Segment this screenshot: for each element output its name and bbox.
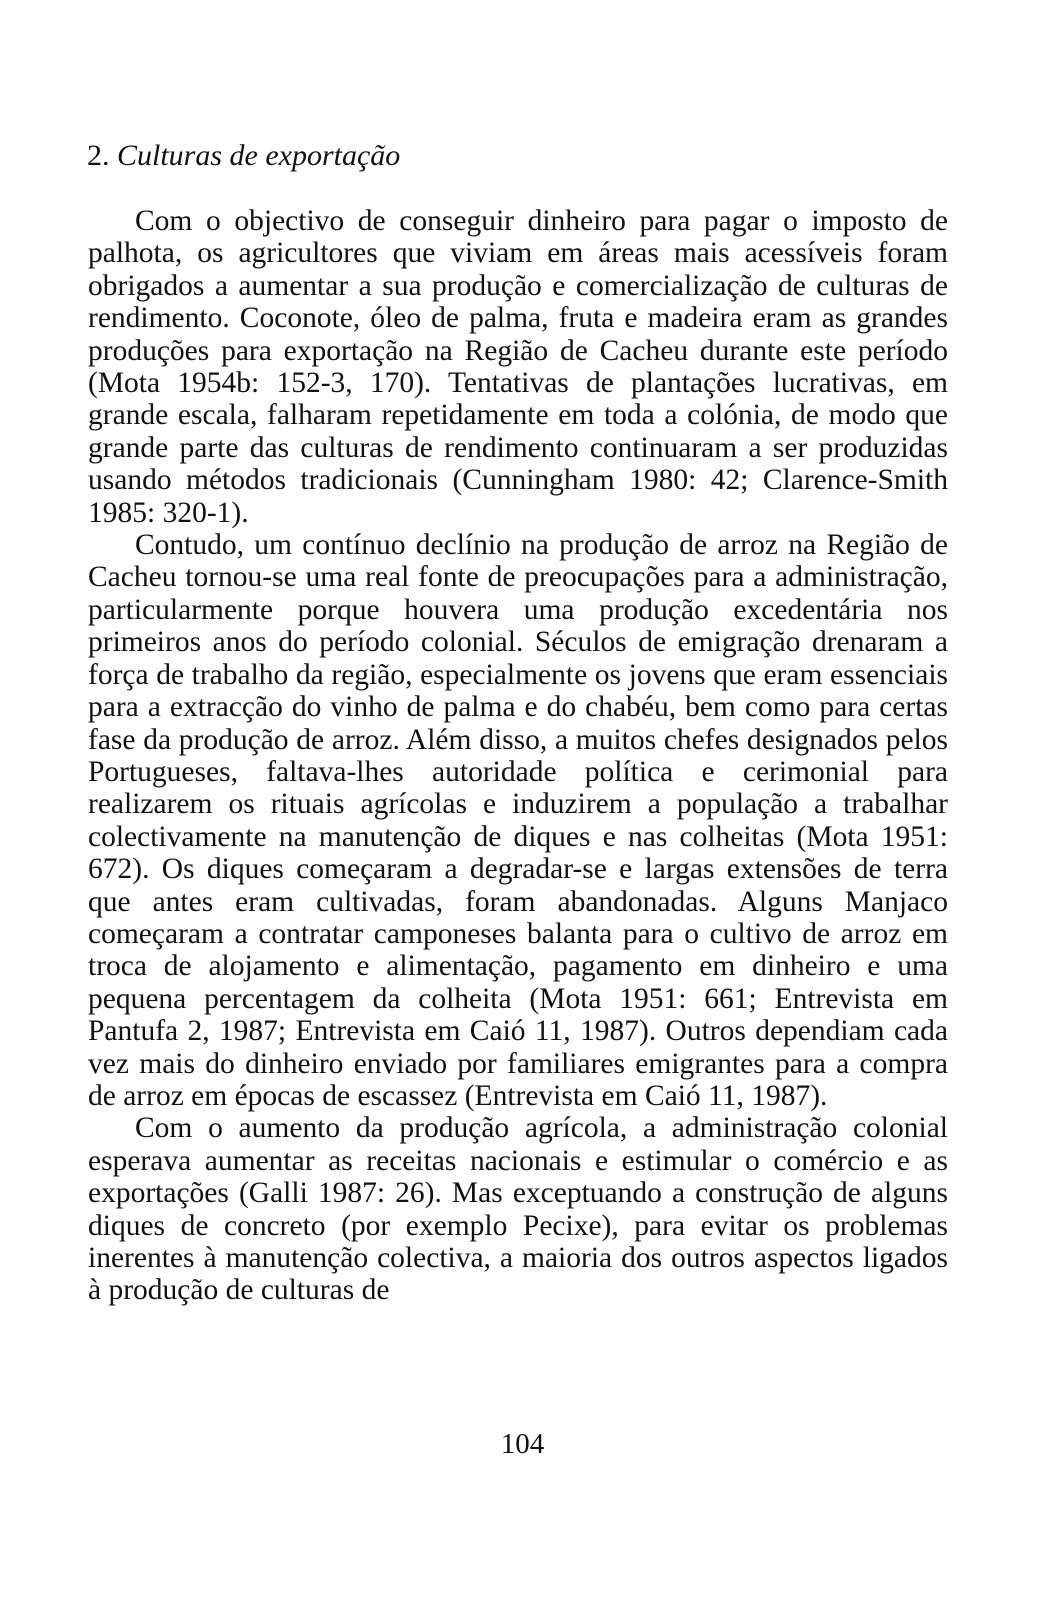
page-number: 104 bbox=[500, 1428, 545, 1460]
paragraph-3: Com o aumento da produção agrícola, a administração colonial esperava aumentar as receitas nacionais e estimular o comércio e as exportações (Galli 1987: 26). Mas exceptuando a construção de alguns diques de concreto (por exemplo Pecixe), para evitar os problemas inerentes à manutenção colectiva, a maioria dos outros aspectos ligados à produção de culturas de bbox=[88, 1112, 948, 1307]
paragraph-2: Contudo, um contínuo declínio na produção de arroz na Região de Cacheu tornou-se uma real fonte de preocupações para a administração, particularmente porque houvera uma produção excedentária nos primeiros anos do período colonial. Séculos de emigração drenaram a força de trabalho da região, especialmente os jovens que eram essenciais para a extracção do vinho de palma e do chabéu, bem como para certas fase da produção de arroz. Além disso, a muitos chefes designados pelos Portugueses, faltava-lhes autoridade política e cerimonial para realizarem os rituais agrícolas e induzirem a população a trabalhar colectivamente na manutenção de diques e nas colheitas (Mota 1951: 672). Os diques começaram a degradar-se e largas extensões de terra que antes eram cultivadas, foram abandonadas. Alguns Manjaco começaram a contratar camponeses balanta para o cultivo de arroz em troca de alojamento e alimentação, pagamento em dinheiro e uma pequena percentagem da colheita (Mota 1951: 661; Entrevista em Pantufa 2, 1987; Entrevista em Caió 11, 1987). Outros dependiam cada vez mais do dinheiro enviado por familiares emigrantes para a compra de arroz em épocas de escassez (Entrevista em Caió 11, 1987). bbox=[88, 529, 948, 1112]
section-heading bbox=[87, 136, 400, 176]
body-text bbox=[88, 205, 948, 1307]
section-title: Culturas de exportação bbox=[117, 139, 401, 172]
paragraph-1: Com o objectivo de conseguir dinheiro para pagar o imposto de palhota, os agricultores que viviam em áreas mais acessíveis foram obrigados a aumentar a sua produção e comercialização de culturas de rendimento. Coconote, óleo de palma, fruta e madeira eram as grandes produções para exportação na Região de Cacheu durante este período (Mota 1954b: 152-3, 170). Tentativas de plantações lucrativas, em grande escala, falharam repetidamente em toda a colónia, de modo que grande parte das culturas de rendimento continuaram a ser produzidas usando métodos tradicionais (Cunningham 1980: 42; Clarence-Smith 1985: 320-1). bbox=[88, 205, 948, 529]
section-number: 2. bbox=[87, 139, 110, 172]
